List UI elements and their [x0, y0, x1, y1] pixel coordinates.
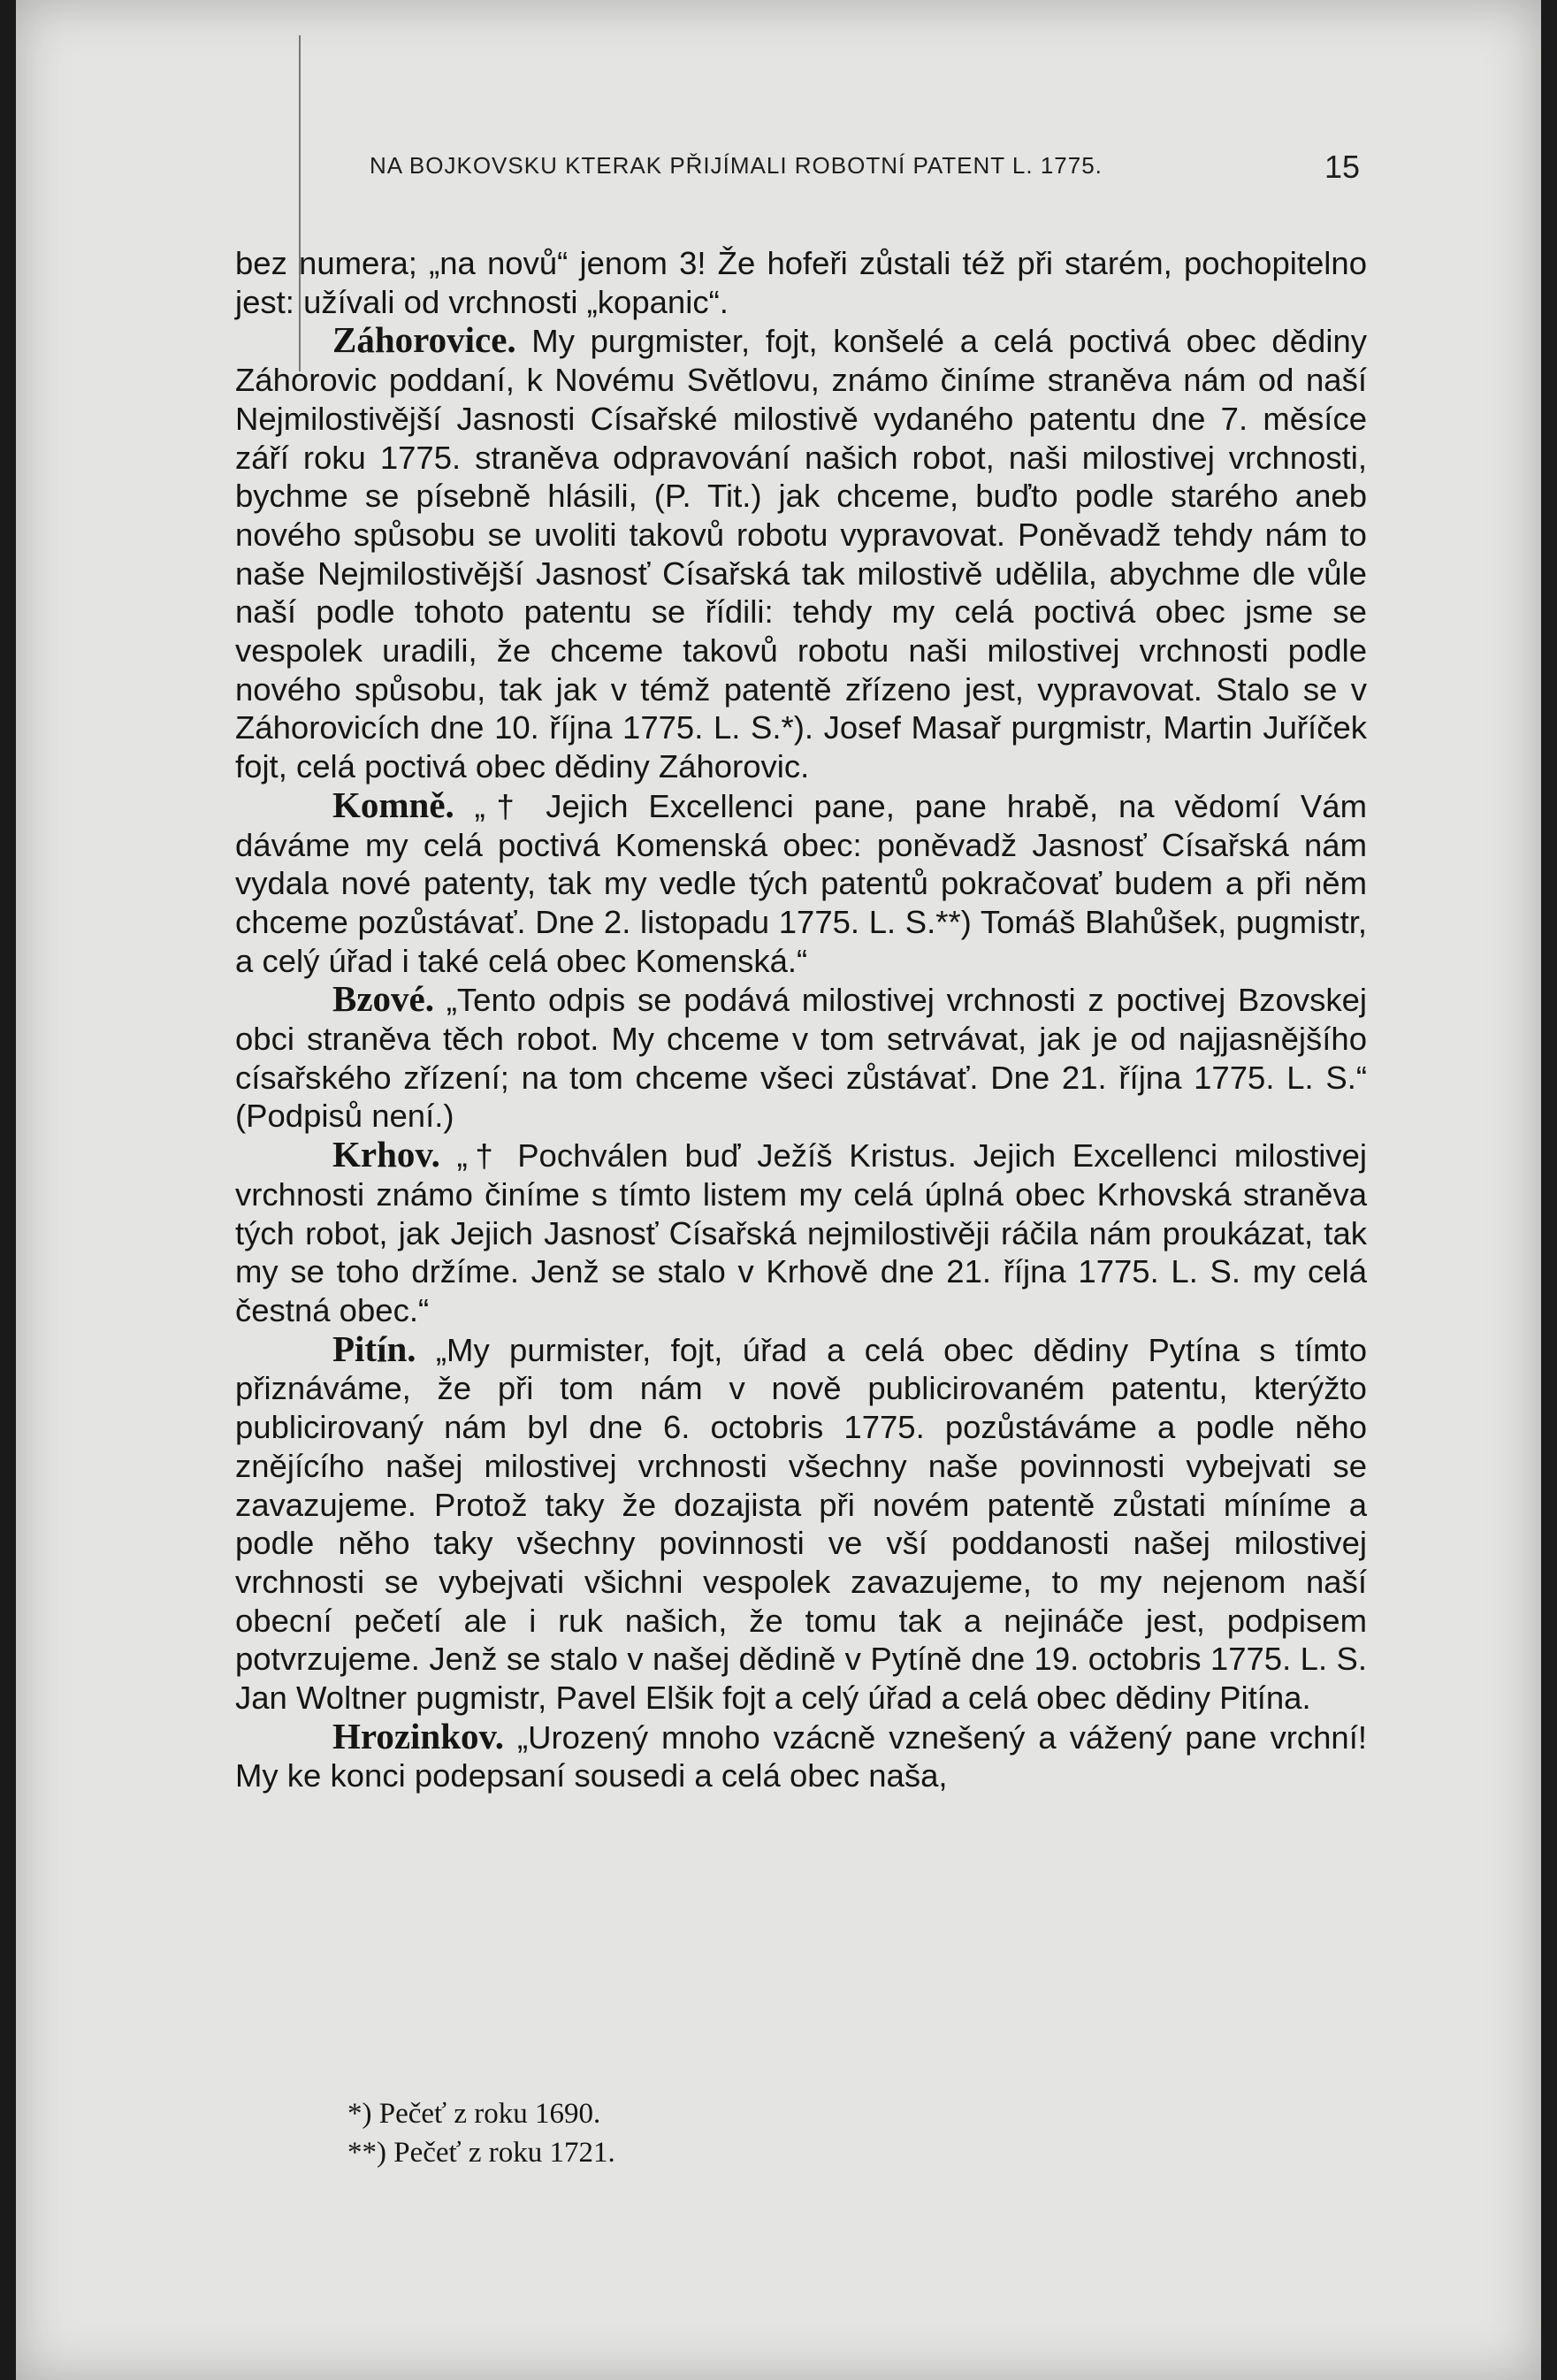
page-number: 15 [1324, 149, 1361, 185]
village-name: Pitín. [332, 1328, 416, 1369]
paragraph-komne [235, 786, 1367, 981]
paragraph-text: „Tento odpis se podává milostivej vrchnosti z poctivej Bzovskej obci straněva těch robot. My chceme v tom setrvávat, jak je od najjasnějšího císařského zřízení; na tom chceme všeci zůstávať. Dne 21. října 1775. L. S.“ (Podpisů není.) [235, 982, 1367, 1135]
paragraph-text: „† Pochválen buď Ježíš Kristus. Jejich Excellenci milostivej vrchnosti známo činíme s tímto listem my celá úplná obec Krhovská straněva tých robot, jak Jejich Jasnosť Císařská nejmilostivěji ráčila nám proukázat, tak my se toho držíme. Jenž se stalo v Krhově dne 21. října 1775. L. S. my celá čestná obec.“ [235, 1137, 1367, 1328]
village-name: Záhorovice. [332, 319, 516, 361]
village-name: Bzové. [332, 978, 434, 1020]
village-name: Hrozinkov. [332, 1715, 505, 1756]
paragraph-text: „† Jejich Excellenci pane, pane hrabě, na vědomí Vám dáváme my celá poctivá Komenská obec: poněvadž Jasnosť Císařská nám vydala nové patenty, tak my vedle tých patentů pokračovať budem a při něm chceme pozůstávať. Dne 2. listopadu 1775. L. S.**) Tomáš Blahůšek, pugmistr, a celý úřad i také celá obec Komenská.“ [235, 787, 1367, 979]
paragraph-krhov [235, 1136, 1367, 1330]
book-page [16, 0, 1541, 2380]
paragraph-text: „Urozený mnoho vzácně vznešený a vážený pane vrchní! My ke konci podepsaní sousedi a celá obec naša, [235, 1718, 1367, 1795]
footnote-1: *) Pečeť z roku 1690. [347, 2098, 601, 2130]
paragraph-zahorovice [235, 321, 1367, 785]
paragraph-bzove [235, 980, 1367, 1136]
paragraph-intro [235, 244, 1367, 321]
paragraph-hrozinkov [235, 1715, 1367, 1795]
village-name: Krhov. [332, 1134, 440, 1175]
footnote-2: **) Pečeť z roku 1721. [347, 2137, 615, 2169]
running-header: NA BOJKOVSKU KTERAK PŘIJÍMALI ROBOTNÍ PATENT L. 1775. [370, 152, 1103, 179]
body-text [235, 244, 1367, 1795]
village-name: Komně. [332, 784, 454, 825]
paragraph-text: My purgmister, fojt, konšelé a celá poctivá obec dědiny Záhorovic poddaní, k Novému Světlovu, známo činíme straněva nám od naší Nejmilostivější Jasnosti Císařské milostivě vydaného patentu dne 7. měsíce září roku 1775. straněva odpravování našich robot, naši milostivej vrchnosti, bychme se písebně hlásili, (P. Tit.) jak chceme, buďto podle starého aneb nového spůsobu se uvoliti takovů robotu vypravovat. Poněvadž tehdy nám to naše Nejmilostivější Jasnosť Císařská tak milostivě udělila, abychme dle vůle naší podle tohoto patentu se řídili: tehdy my celá poctivá obec jsme se vespolek uradili, že chceme takovů robotu naši milostivej vrchnosti podle nového spůsobu, tak jak v témž patentě zřízeno jest, vypravovat. Stalo se v Záhorovicích dne 10. října 1775. L. S.*). Josef Masař purgmistr, Martin Juříček fojt, celá poctivá obec dědiny Záhorovic. [235, 323, 1367, 785]
paragraph-text: bez numera; „na novů“ jenom 3! Že hofeři zůstali též při starém, pochopitelno jest: užívali od vrchnosti „kopanic“. [235, 245, 1367, 320]
footnotes [347, 2094, 1143, 2172]
paragraph-pitin [235, 1330, 1367, 1718]
paragraph-text: „My purmister, fojt, úřad a celá obec dědiny Pytína s tímto přiznáváme, že při tom nám v nově publicirovaném patentu, kterýžto publicirovaný nám byl dne 6. octobris 1775. pozůstáváme a podle něho znějícího našej milostivej vrchnosti všechny naše povinnosti vybejvati se zavazujeme. Protož taky že dozajista při novém patentě zůstati míníme a podle něho taky všechny povinnosti ve vší poddanosti našej milostivej vrchnosti se vybejvati všichni vespolek zavazujeme, to my nejenom naší obecní pečetí ale i ruk našich, že tomu tak a nejináče jest, podpisem potvrzujeme. Jenž se stalo v našej dědině v Pytíně dne 19. octobris 1775. L. S. Jan Woltner pugmistr, Pavel Elšik fojt a celý úřad a celá obec dědiny Pitína. [235, 1331, 1367, 1717]
